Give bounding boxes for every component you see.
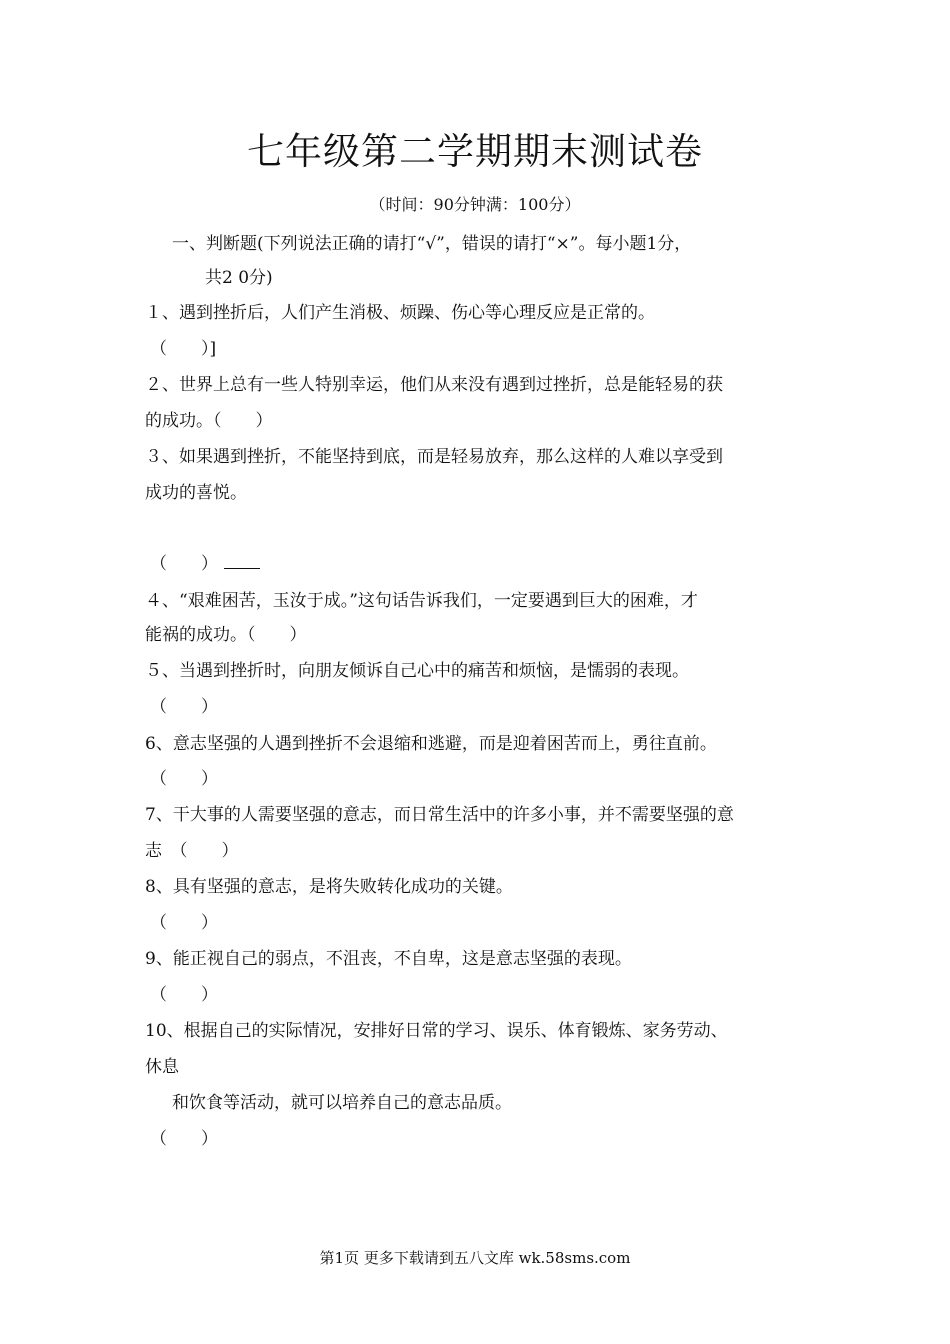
question-4-cont: 能祸的成功。（ ） <box>145 625 307 645</box>
question-2-cont: 的成功。（ ） <box>145 411 273 431</box>
question-6: 6、意志坚强的人遇到挫折不会退缩和逃避，而是迎着困苦而上，勇往直前。 <box>145 734 717 754</box>
question-9: 9、能正视自己的弱点，不沮丧，不自卑，这是意志坚强的表现。 <box>145 949 632 969</box>
answer-blank-5: （ ） <box>150 697 218 717</box>
answer-blank-3-text: （ ） <box>150 554 218 574</box>
answer-blank-8: （ ） <box>150 913 218 933</box>
answer-blank-3 <box>150 551 260 577</box>
page-title: 七年级第二学期期末测试卷 <box>247 130 703 173</box>
answer-blank-9: （ ） <box>150 985 218 1005</box>
question-10-cont: 休息 <box>145 1057 179 1077</box>
question-1: １、遇到挫折后，人们产生消极、烦躁、伤心等心理反应是正常的。 <box>145 303 655 323</box>
question-7: 7、干大事的人需要坚强的意志，而日常生活中的许多小事，并不需要坚强的意 <box>145 805 734 825</box>
underline-blank <box>224 552 260 569</box>
answer-blank-10: （ ） <box>150 1129 218 1149</box>
question-3-cont: 成功的喜悦。 <box>145 483 247 503</box>
question-3: ３、如果遇到挫折，不能坚持到底，而是轻易放弃，那么这样的人难以享受到 <box>145 447 723 467</box>
question-10: 10、根据自己的实际情况，安排好日常的学习、误乐、体育锻炼、家务劳动、 <box>145 1021 728 1041</box>
question-7-cont: 志 （ ） <box>145 841 239 861</box>
question-2: ２、世界上总有一些人特别幸运，他们从来没有遇到过挫折，总是能轻易的获 <box>145 375 723 395</box>
question-10-cont2: 和饮食等活动，就可以培养自己的意志品质。 <box>172 1093 512 1113</box>
answer-blank-1: （ ）] <box>150 339 217 359</box>
section-heading-cont: 共2 0分) <box>205 268 273 288</box>
question-4: ４、“艰难困苦，玉汝于成。”这句话告诉我们，一定要遇到巨大的困难，才 <box>145 591 698 611</box>
section-heading: 一、判断题(下列说法正确的请打“√”，错误的请打“×”。每小题1分， <box>172 234 692 254</box>
question-5: ５、当遇到挫折时，向朋友倾诉自己心中的痛苦和烦恼，是懦弱的表现。 <box>145 661 689 681</box>
question-8: 8、具有坚强的意志，是将失败转化成功的关键。 <box>145 877 513 897</box>
page-footer: 第1页 更多下载请到五八文库 wk.58sms.com <box>319 1249 631 1267</box>
exam-time-subtitle: （时间：90分钟满：100分） <box>369 195 581 214</box>
answer-blank-6: （ ） <box>150 769 218 789</box>
